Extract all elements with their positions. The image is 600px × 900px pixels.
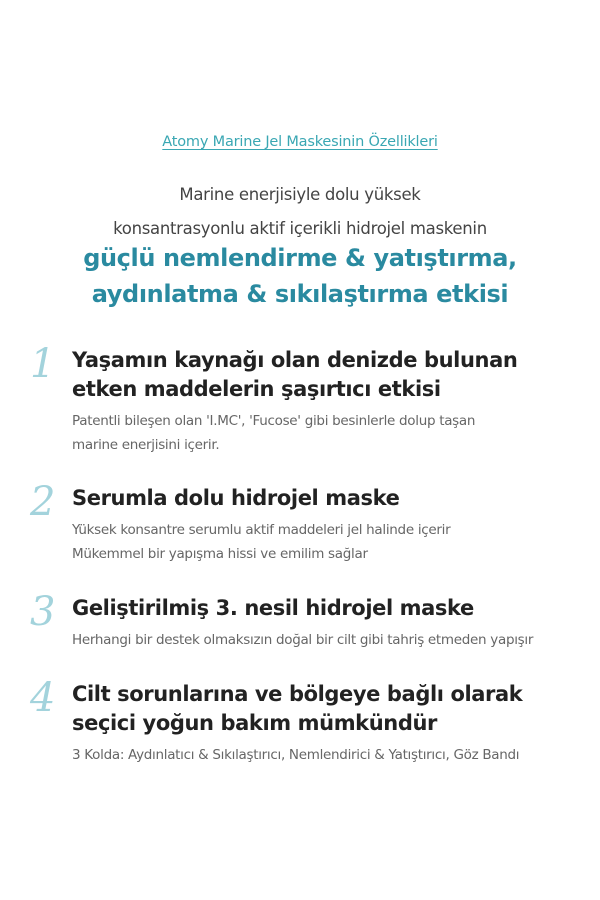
feature-number-3: 3 [30, 589, 56, 635]
feature-desc-2-line-2: Mükemmel bir yapışma hissi ve emilim sağlar [72, 546, 368, 562]
feature-desc-1 [72, 409, 592, 457]
feature-desc-3 [72, 628, 592, 652]
feature-title-4-line-2: seçici yoğun bakım mümkündür [72, 711, 437, 735]
feature-desc-1-line-2: marine enerjisini içerir. [72, 437, 220, 453]
headline-line-1: güçlü nemlendirme & yatıştırma, [83, 244, 517, 272]
intro-line-1: Marine enerjisiyle dolu yüksek [179, 185, 421, 204]
feature-title-1-line-1: Yaşamın kaynağı olan denizde bulunan [72, 348, 518, 372]
intro-text [0, 178, 600, 246]
feature-number-1: 1 [30, 341, 56, 387]
feature-title-3 [72, 594, 582, 623]
feature-title-2 [72, 484, 582, 513]
feature-title-4 [72, 680, 582, 738]
intro-line-2: konsantrasyonlu aktif içerikli hidrojel maskenin [113, 219, 487, 238]
headline [0, 240, 600, 312]
feature-desc-2-line-1: Yüksek konsantre serumlu aktif maddeleri jel halinde içerir [72, 522, 451, 538]
feature-number-2: 2 [30, 479, 56, 525]
feature-desc-4-line-1: 3 Kolda: Aydınlatıcı & Sıkılaştırıcı, Nemlendirici & Yatıştırıcı, Göz Bandı [72, 747, 520, 763]
feature-desc-4 [72, 743, 592, 767]
feature-title-2-line-1: Serumla dolu hidrojel maske [72, 486, 400, 510]
feature-desc-3-line-1: Herhangi bir destek olmaksızın doğal bir cilt gibi tahriş etmeden yapışır [72, 632, 534, 648]
feature-title-4-line-1: Cilt sorunlarına ve bölgeye bağlı olarak [72, 682, 523, 706]
features-header-link[interactable]: Atomy Marine Jel Maskesinin Özellikleri [162, 134, 438, 150]
feature-number-4: 4 [30, 675, 56, 721]
feature-desc-1-line-1: Patentli bileşen olan 'I.MC', 'Fucose' gibi besinlerle dolup taşan [72, 413, 476, 429]
feature-title-3-line-1: Geliştirilmiş 3. nesil hidrojel maske [72, 596, 474, 620]
feature-title-1-line-2: etken maddelerin şaşırtıcı etkisi [72, 377, 441, 401]
feature-desc-2 [72, 518, 592, 566]
feature-title-1 [72, 346, 582, 404]
headline-line-2: aydınlatma & sıkılaştırma etkisi [91, 280, 509, 308]
